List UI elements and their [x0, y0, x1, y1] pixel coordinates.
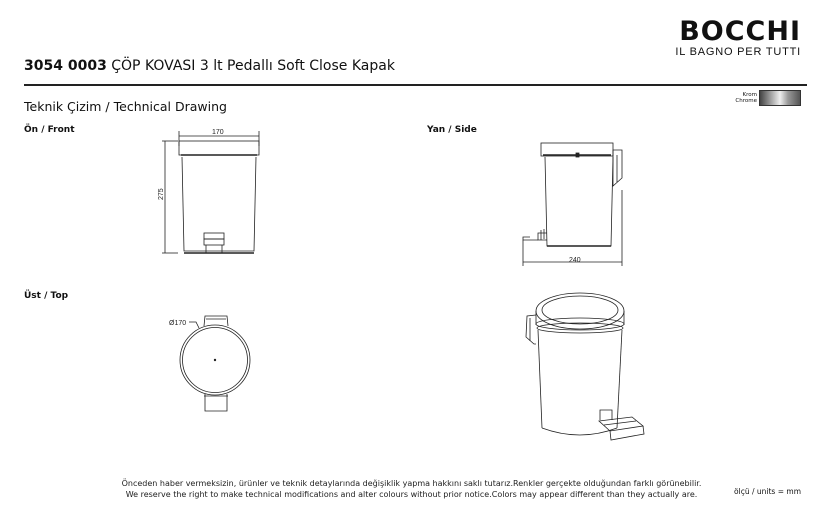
section-title: Teknik Çizim / Technical Drawing [24, 99, 227, 114]
top-view-label: Üst / Top [24, 291, 69, 301]
side-view-drawing [523, 143, 622, 266]
front-width-dim-text: 170 [212, 129, 224, 136]
brand-name: BOCCHI [679, 16, 801, 47]
perspective-view-drawing [526, 293, 644, 440]
footer-disclaimer-en: We reserve the right to make technical modifications and alter colours without prior notice.Colors may appear different than they actually are. [125, 490, 698, 499]
finish-label-en: Chrome [735, 98, 757, 104]
product-code: 3054 0003 [24, 58, 107, 74]
top-diameter-dim-text: Ø170 [169, 320, 187, 327]
footer-disclaimer-tr: Önceden haber vermeksizin, ürünler ve teknik detaylarında değişiklik yapma hakkını saklı tutarız.Renkler gerçekte olduğundan farklı görünebilir. [121, 479, 702, 488]
product-name: ÇÖP KOVASI 3 lt Pedallı Soft Close Kapak [111, 58, 395, 74]
footer-disclaimer [0, 478, 823, 500]
top-view-drawing [180, 316, 250, 411]
units-note: ölçü / units = mm [734, 487, 801, 496]
front-view-drawing [162, 131, 259, 253]
front-height-dim-text: 275 [158, 188, 165, 200]
side-view-label: Yan / Side [427, 125, 477, 135]
finish-label-tr: Krom [742, 92, 757, 98]
brand-tagline: IL BAGNO PER TUTTI [675, 46, 801, 58]
side-depth-dim-text: 240 [569, 257, 581, 264]
front-view-label: Ön / Front [24, 125, 75, 135]
